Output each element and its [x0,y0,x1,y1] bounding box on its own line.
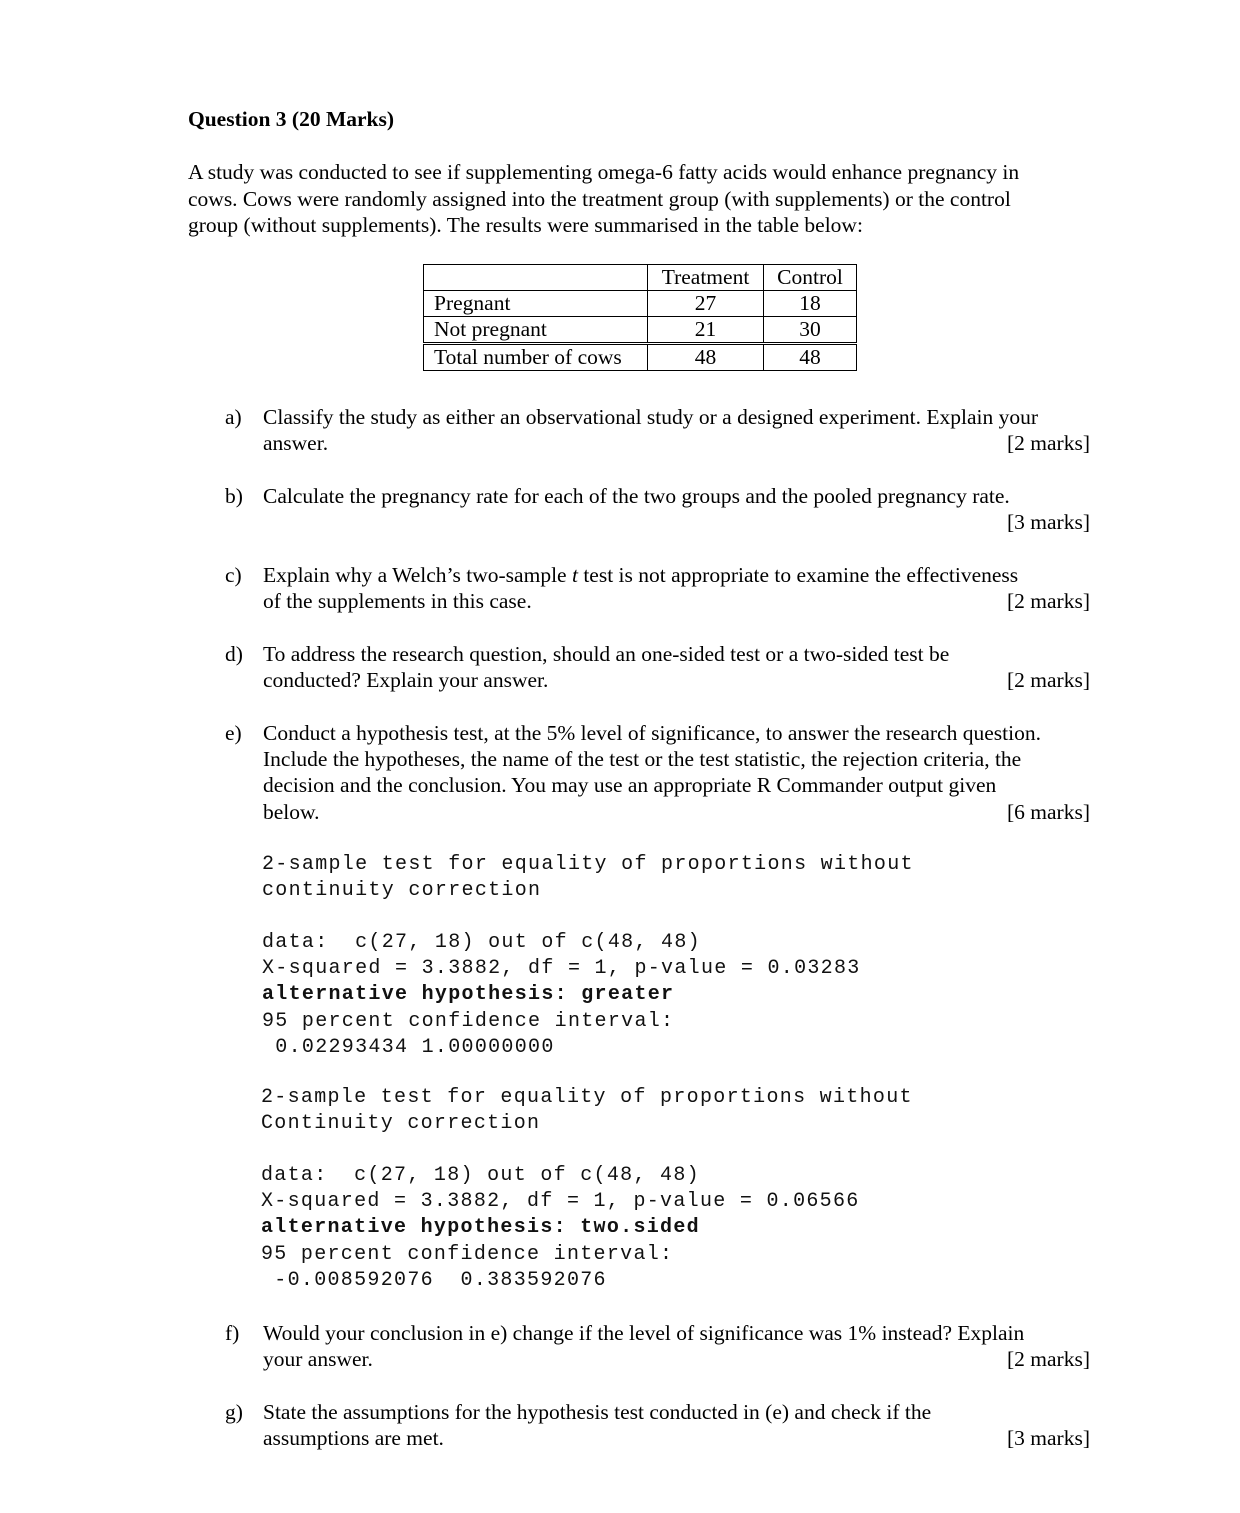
question-title: Question 3 (20 Marks) [188,107,395,131]
question-text: decision and the conclusion. You may use an appropriate R Commander output given [263,773,997,798]
question-text: conducted? Explain your answer. [263,668,549,693]
table-cell: 48 [648,344,764,371]
code-line: 95 percent confidence interval: [261,1242,674,1266]
r-output-two-sided [261,1085,913,1294]
code-line: 0.02293434 1.00000000 [262,1035,555,1059]
table-cell: 18 [764,291,857,317]
question-label: a) [225,405,242,429]
table-row [424,291,857,317]
question-label: f) [225,1321,240,1345]
table-row [424,317,857,344]
intro-line: group (without supplements). The results were summarised in the table below: [188,213,863,237]
code-line: Continuity correction [261,1112,541,1136]
table-row-label: Pregnant [424,291,648,317]
question-c [225,562,1090,614]
marks-label: [2 marks] [1007,668,1090,693]
question-text: Calculate the pregnancy rate for each of the two groups and the pooled pregnancy rate. [263,484,1010,508]
question-label: e) [225,721,242,745]
question-label: d) [225,642,243,666]
code-line: 2-sample test for equality of proportions without [261,1086,913,1109]
table-cell: 27 [648,291,764,317]
question-text: below. [263,799,320,824]
question-g [225,1399,1090,1451]
r-output-greater [262,852,914,1061]
code-line: data: c(27, 18) out of c(48, 48) [262,931,701,955]
question-text: of the supplements in this case. [263,589,532,614]
question-d [225,641,1090,693]
table-row-label: Not pregnant [424,317,648,344]
question-text: answer. [263,431,329,456]
marks-label: [2 marks] [1007,1347,1090,1372]
question-text: Explain why a Welch’s two-sample t test is not appropriate to examine the effectiveness [263,563,1019,587]
question-text: State the assumptions for the hypothesis test conducted in (e) and check if the [263,1400,932,1424]
intro-paragraph [188,159,1088,239]
code-line: data: c(27, 18) out of c(48, 48) [261,1164,700,1188]
code-line: X-squared = 3.3882, df = 1, p-value = 0.06566 [261,1190,860,1214]
intro-line: cows. Cows were randomly assigned into the treatment group (with supplements) or the control [188,186,1011,211]
marks-label: [6 marks] [1007,799,1090,824]
question-text: your answer. [263,1347,373,1372]
results-table [423,264,857,371]
table-header-row [424,265,857,291]
question-f [225,1320,1090,1372]
code-line-alternative: alternative hypothesis: greater [262,983,675,1007]
table-row-label: Total number of cows [424,344,648,371]
question-text: Conduct a hypothesis test, at the 5% level of significance, to answer the research question. [263,721,1041,745]
question-b [225,483,1090,535]
code-line: continuity correction [262,879,542,903]
marks-label: [2 marks] [1007,431,1090,456]
table-header-cell [424,265,648,291]
question-e [225,720,1095,825]
table-cell: 21 [648,317,764,344]
table-header-cell: Control [764,265,857,291]
marks-label: [3 marks] [1007,510,1090,535]
code-line: 95 percent confidence interval: [262,1009,675,1033]
table-header-cell: Treatment [648,265,764,291]
question-text: To address the research question, should an one-sided test or a two-sided test be [263,642,950,666]
table-cell: 30 [764,317,857,344]
question-text: Would your conclusion in e) change if the level of significance was 1% instead? Explain [263,1321,1025,1345]
code-line: -0.008592076 0.383592076 [261,1268,607,1292]
table-cell: 48 [764,344,857,371]
marks-label: [3 marks] [1007,1426,1090,1451]
code-line: 2-sample test for equality of proportions without [262,853,914,876]
marks-label: [2 marks] [1007,589,1090,614]
question-label: c) [225,563,242,587]
code-line: X-squared = 3.3882, df = 1, p-value = 0.03283 [262,957,861,981]
question-label: b) [225,484,243,508]
table-total-row [424,344,857,371]
question-a [225,404,1090,456]
code-line-alternative: alternative hypothesis: two.sided [261,1216,700,1240]
question-text: assumptions are met. [263,1426,444,1451]
question-text: Classify the study as either an observational study or a designed experiment. Explain your [263,405,1039,429]
intro-line: A study was conducted to see if supplementing omega-6 fatty acids would enhance pregnancy in [188,160,1020,184]
question-text: Include the hypotheses, the name of the test or the test statistic, the rejection criteria, the [263,747,1022,772]
question-label: g) [225,1400,243,1424]
